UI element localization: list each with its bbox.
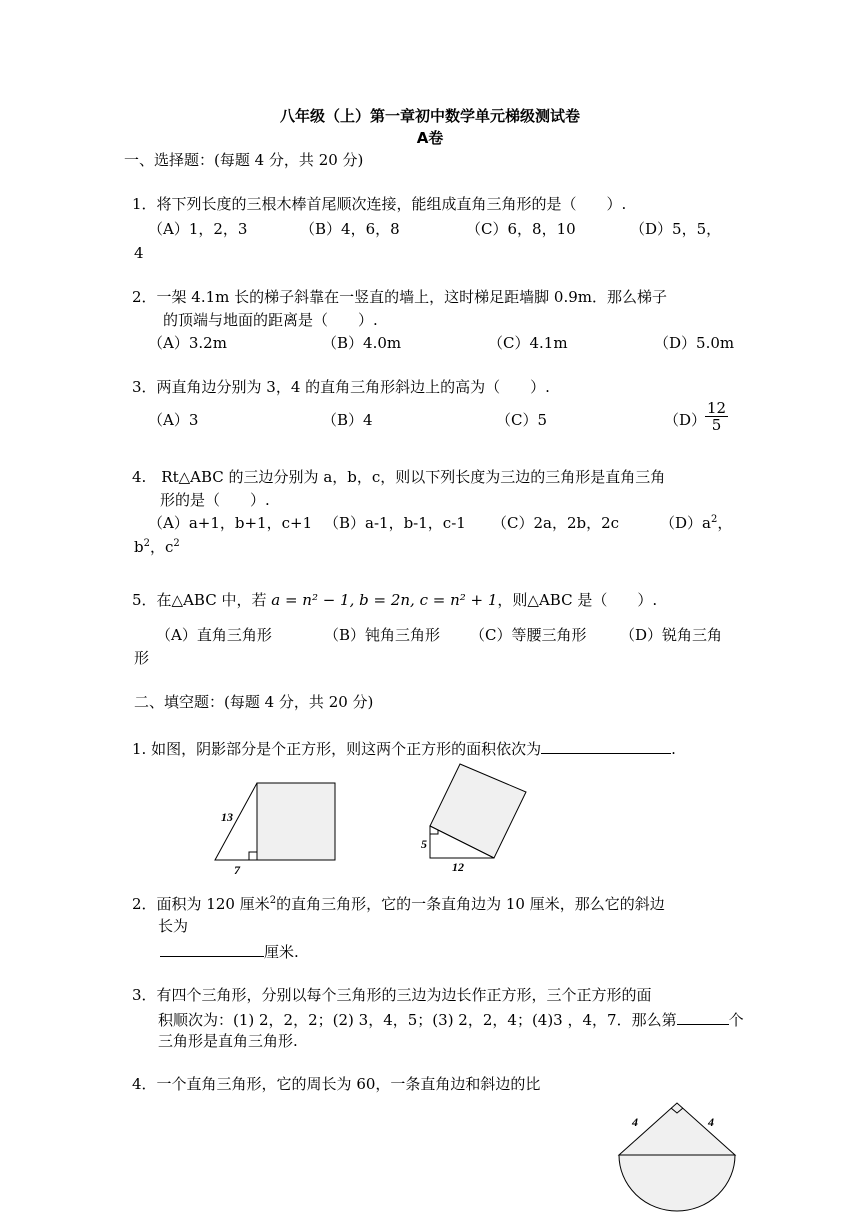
- q2-option-c: （C）4.1m: [488, 334, 568, 352]
- q1-option-b: （B）4，6，8: [300, 220, 400, 238]
- q1-option-a: （A）1，2，3: [148, 220, 248, 238]
- q5-stem-a: 5．在△ABC 中，若: [132, 591, 272, 609]
- q2-stem: 2．一架 4.1m 长的梯子斜靠在一竖直的墙上，这时梯足距墙脚 0.9m．那么梯子: [132, 288, 668, 306]
- figure-1-square-triangle: [210, 775, 350, 875]
- fill-q4-stem: 4．一个直角三角形，它的周长为 60，一条直角边和斜边的比: [132, 1075, 541, 1093]
- q1-option-d: （D）5，5，: [630, 220, 722, 238]
- fill-q2-stem-cont: 长为: [158, 917, 189, 935]
- fill-q3-stem-cont: [158, 1008, 744, 1030]
- q2-option-b: （B）4.0m: [322, 334, 402, 352]
- figure-3-label-left: 4: [632, 1115, 638, 1129]
- q5-option-d-cont: 形: [134, 649, 150, 667]
- fill-q2-sup: 2: [269, 895, 277, 906]
- fill-q1-text: 1. 如图，阴影部分是个正方形，则这两个正方形的面积依次为: [132, 740, 542, 758]
- q3-fraction: [705, 400, 728, 433]
- q5-option-a: （A）直角三角形: [156, 626, 272, 644]
- q3-stem: 3．两直角边分别为 3，4 的直角三角形斜边上的高为（ ）.: [132, 378, 550, 396]
- q2-stem-cont: 的顶端与地面的距离是（ ）.: [163, 311, 378, 329]
- document-title: 八年级（上）第一章初中数学单元梯级测试卷: [279, 107, 580, 125]
- q4-stem-cont: 形的是（ ）.: [160, 491, 270, 509]
- q4-option-d-sup: 2: [710, 514, 718, 525]
- fill-q3-stem-cont2: 三角形是直角三角形.: [158, 1032, 298, 1050]
- fill-q1-blank[interactable]: [541, 737, 671, 754]
- q4-option-b: （B）a-1，b-1，c-1: [324, 514, 466, 532]
- figure-3-label-right: 4: [708, 1115, 714, 1129]
- figure-3-triangle: [619, 1103, 735, 1155]
- q3-option-d: （D）: [664, 411, 707, 429]
- fill-q2-text-b: 的直角三角形，它的一条直角边为 10 厘米，那么它的斜边: [276, 895, 665, 913]
- q5-stem-b: ，则△ABC 是（ ）.: [497, 591, 658, 609]
- figure-1-square: [257, 783, 335, 860]
- figure-3-triangle-semicircle: [612, 1098, 742, 1212]
- q4-option-d-b-sup: 2: [143, 538, 150, 549]
- q5-formula: a = n² − 1, b = 2n, c = n² + 1: [271, 591, 498, 609]
- q5-stem: [132, 590, 657, 610]
- q3-option-c: （C）5: [496, 411, 548, 429]
- q2-option-a: （A）3.2m: [148, 334, 227, 352]
- fill-q1-end: .: [671, 740, 676, 758]
- fill-q1-stem: [132, 737, 676, 759]
- q4-option-d-text: （D）a: [660, 514, 711, 532]
- q5-option-b: （B）钝角三角形: [324, 626, 441, 644]
- section-heading-fill: 二、填空题：(每题 4 分，共 20 分): [134, 693, 374, 711]
- fill-q2-unit: 厘米.: [264, 943, 299, 961]
- fill-q3-blank[interactable]: [677, 1008, 729, 1025]
- fill-q3-text-a: 积顺次为：(1) 2，2，2；(2) 3，4，5；(3) 2，2，4；(4)3 ，4，7．那么第: [158, 1011, 677, 1029]
- figure-2-label-long: 12: [452, 860, 464, 874]
- q3-fraction-denominator: 5: [711, 416, 722, 434]
- fill-q2-answer-line: [160, 940, 299, 962]
- q4-option-d-cont: [134, 537, 180, 557]
- fill-q3-text-b: 个: [728, 1011, 744, 1029]
- q5-option-d: （D）锐角三角: [620, 626, 723, 644]
- q1-option-d-cont: 4: [134, 244, 144, 262]
- q4-option-c: （C）2a，2b，2c: [492, 514, 620, 532]
- figure-1-label-leg: 7: [234, 863, 240, 875]
- q1-stem: 1．将下列长度的三根木棒首尾顺次连接，能组成直角三角形的是（ ）.: [132, 195, 627, 213]
- q4-option-d: $(D)a^2$，: [660, 514, 733, 532]
- q1-option-c: （C）6，8，10: [466, 220, 576, 238]
- fill-q2-stem: [132, 894, 665, 914]
- fill-q2-blank[interactable]: [160, 940, 264, 957]
- document-subtitle: A卷: [416, 129, 444, 147]
- q3-option-a: （A）3: [148, 411, 199, 429]
- fill-q3-stem: 3．有四个三角形，分别以每个三角形的三边为边长作正方形，三个正方形的面: [132, 986, 652, 1004]
- fill-q2-text-a: 2．面积为 120 厘米: [132, 895, 270, 913]
- q3-fraction-numerator: 12: [707, 399, 727, 417]
- q4-option-a: （A）a+1，b+1，c+1: [148, 514, 313, 532]
- q2-option-d: （D）5.0m: [654, 334, 735, 352]
- figure-2-square-triangle: [416, 760, 546, 878]
- figure-2-label-short: 5: [421, 837, 427, 851]
- section-heading-choice: 一、选择题：(每题 4 分，共 20 分): [124, 151, 364, 169]
- figure-3-semicircle: [619, 1155, 735, 1211]
- q3-option-b: （B）4: [322, 411, 373, 429]
- q5-option-c: （C）等腰三角形: [470, 626, 587, 644]
- q4-stem: 4. Rt△ABC 的三边分别为 a，b，c，则以下列长度为三边的三角形是直角三角: [132, 468, 666, 486]
- figure-1-label-hyp: 13: [221, 810, 233, 824]
- q4-option-d-c: ，c: [149, 538, 174, 556]
- q4-option-d-b: b: [134, 538, 144, 556]
- q4-option-d-c-sup: 2: [173, 538, 180, 549]
